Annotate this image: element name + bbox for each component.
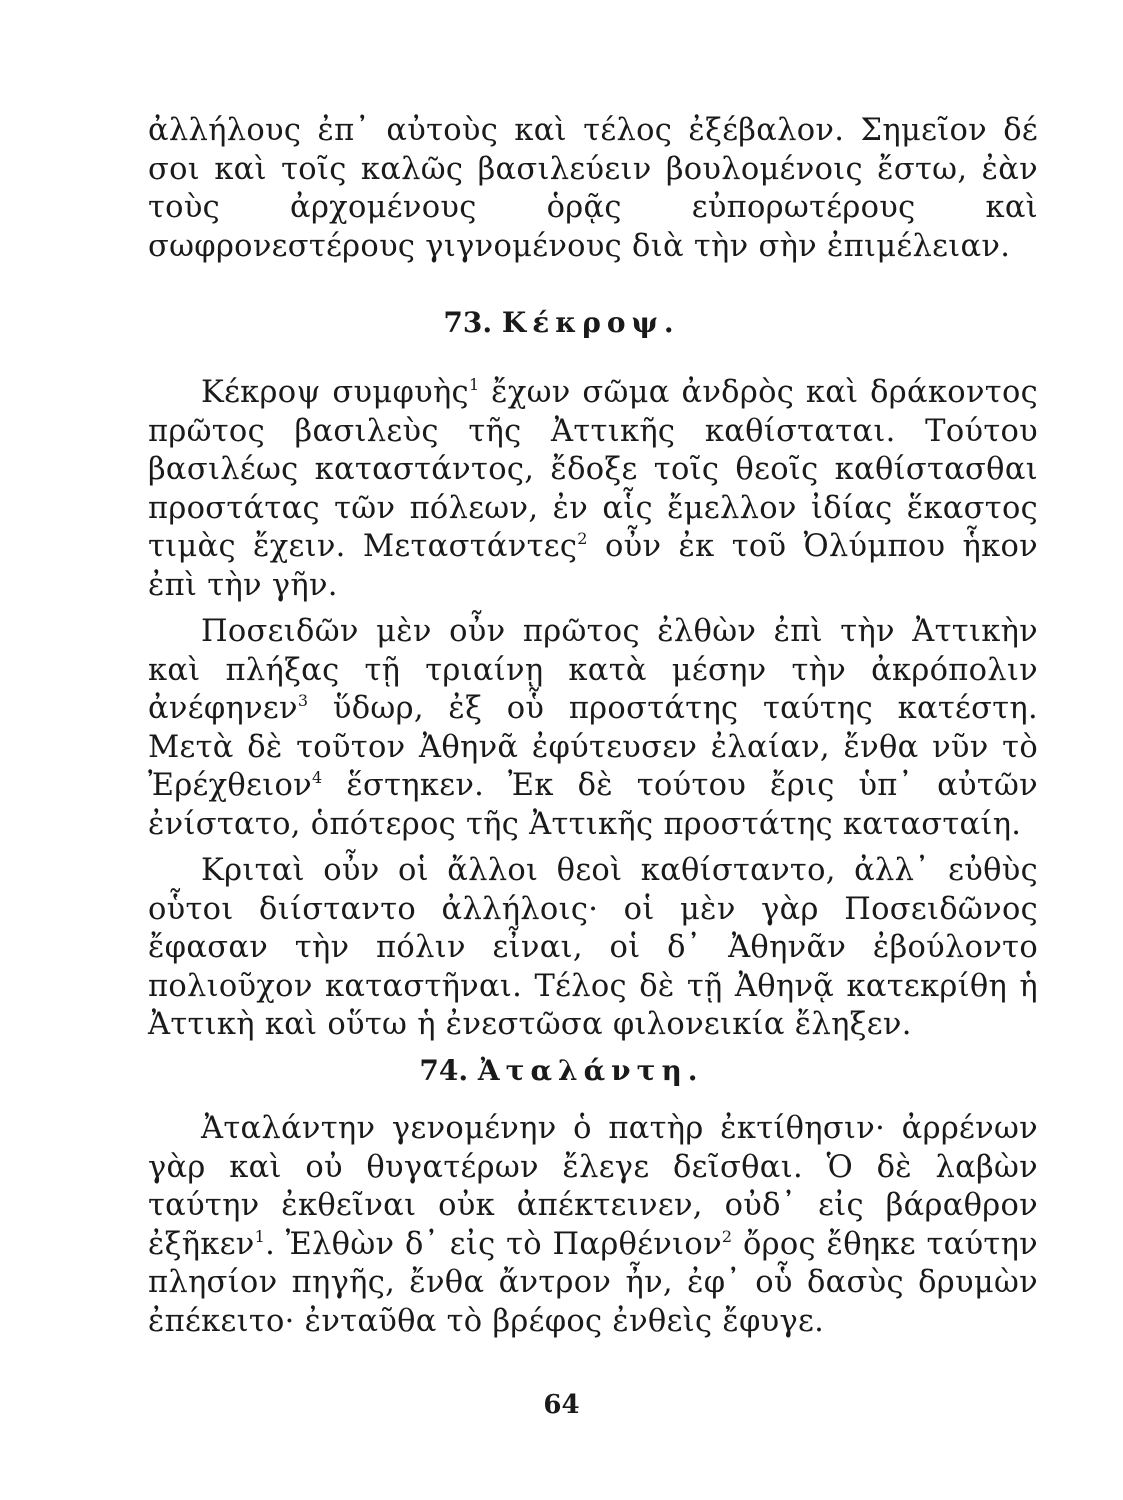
section-heading-74 [0, 1054, 1123, 1087]
paragraph: Ποσειδῶν μὲν οὖν πρῶτος ἐλθὼν ἐπὶ τὴν Ἀττικὴν καὶ πλήξας τῇ τριαίνῃ κατὰ μέσην τὴν ἀκρόπολιν ἀνέφηνεν$^3$ ὕδωρ, ἐξ οὗ προστάτης ταύτης κατέστη. Μετὰ δὲ τοῦτον Ἀθηνᾶ ἐφύτευσεν ἐλαίαν, ἔνθα νῦν τὸ Ἐρέχθειον$^4$ ἕστηκεν. Ἐκ δὲ τούτου ἔρις ὑπ᾽ αὐτῶν ἐνίστατο, ὁπότερος τῆς Ἀττικῆς προστάτης κατασταίη. [148, 614, 1038, 842]
footnote-ref: 1 [468, 375, 480, 394]
paragraph-continuation: ἀλλήλους ἐπ᾽ αὐτοὺς καὶ τέλος ἐξέβαλον. Σημεῖον δέ σοι καὶ τοῖς καλῶς βασιλεύειν βουλομένοις ἔστω, ἐὰν τοὺς ἀρχομένους ὁρᾷς εὐπορωτέρους καὶ σωφρονεστέρους γιγνομένους διὰ τὴν σὴν ἐπιμέλειαν. [148, 113, 1038, 264]
page-number: 64 [543, 1390, 580, 1420]
footnote-ref: 3 [297, 691, 309, 710]
section-number: 73. [443, 306, 493, 339]
footnote-ref: 4 [311, 768, 323, 787]
paragraph: Κέκροψ συμφυὴς$^1$ ἔχων σῶμα ἀνδρὸς καὶ δράκοντος πρῶτος βασιλεὺς τῆς Ἀττικῆς καθίσταται. Τούτου βασιλέως καταστάντος, ἔδοξε τοῖς θεοῖς καθίστασθαι προστάτας τῶν πόλεων, ἐν αἷς ἔμελλον ἰδίας ἕκαστος τιμὰς ἔχειν. Μεταστάντες$^2$ οὖν ἐκ τοῦ Ὀλύμπου ἧκον ἐπὶ τὴν γῆν. [148, 375, 1038, 603]
footnote-ref: 2 [721, 1226, 733, 1246]
paragraph: Κριταὶ οὖν οἱ ἄλλοι θεοὶ καθίσταντο, ἀλλ᾽ εὐθὺς οὗτοι διίσταντο ἀλλήλοις· οἱ μὲν γὰρ Ποσειδῶνος ἔφασαν τὴν πόλιν εἶναι, οἱ δ᾽ Ἀθηνᾶν ἐβούλοντο πολιοῦχον καταστῆναι. Τέλος δὲ τῇ Ἀθηνᾷ κατεκρίθη ἡ Ἀττικὴ καὶ οὕτω ἡ ἐνεστῶσα φιλονεικία ἔληξεν. [148, 853, 1038, 1042]
footnote-ref: 1 [254, 1226, 266, 1246]
footnote-ref: 2 [577, 529, 588, 548]
section-heading-73 [0, 306, 1123, 339]
section-title: Ἀταλάντη. [477, 1054, 704, 1087]
paragraph: Ἀταλάντην γενομένην ὁ πατὴρ ἐκτίθησιν· ἀρρένων γὰρ καὶ οὐ θυγατέρων ἔλεγε δεῖσθαι. Ὁ δὲ λαβὼν ταύτην ἐκθεῖναι οὐκ ἀπέκτεινεν, οὐδ᾽ εἰς βάραθρον ἐξῆκεν$^1$. Ἐλθὼν δ᾽ εἰς τὸ Παρθένιον$^2$ ὄρος ἔθηκε ταύτην πλησίον πηγῆς, ἔνθα ἄντρον ἦν, ἐφ᾽ οὗ δασὺς δρυμὼν ἐπέκειτο· ἐνταῦθα τὸ βρέφος ἐνθεὶς ἔφυγε. [148, 1111, 1038, 1339]
section-number: 74. [419, 1054, 469, 1087]
text-block-74 [148, 1110, 1038, 1341]
text-block-73 [148, 374, 1038, 1045]
section-title: Κέκροψ. [501, 306, 680, 339]
text-block-top [148, 112, 1038, 266]
